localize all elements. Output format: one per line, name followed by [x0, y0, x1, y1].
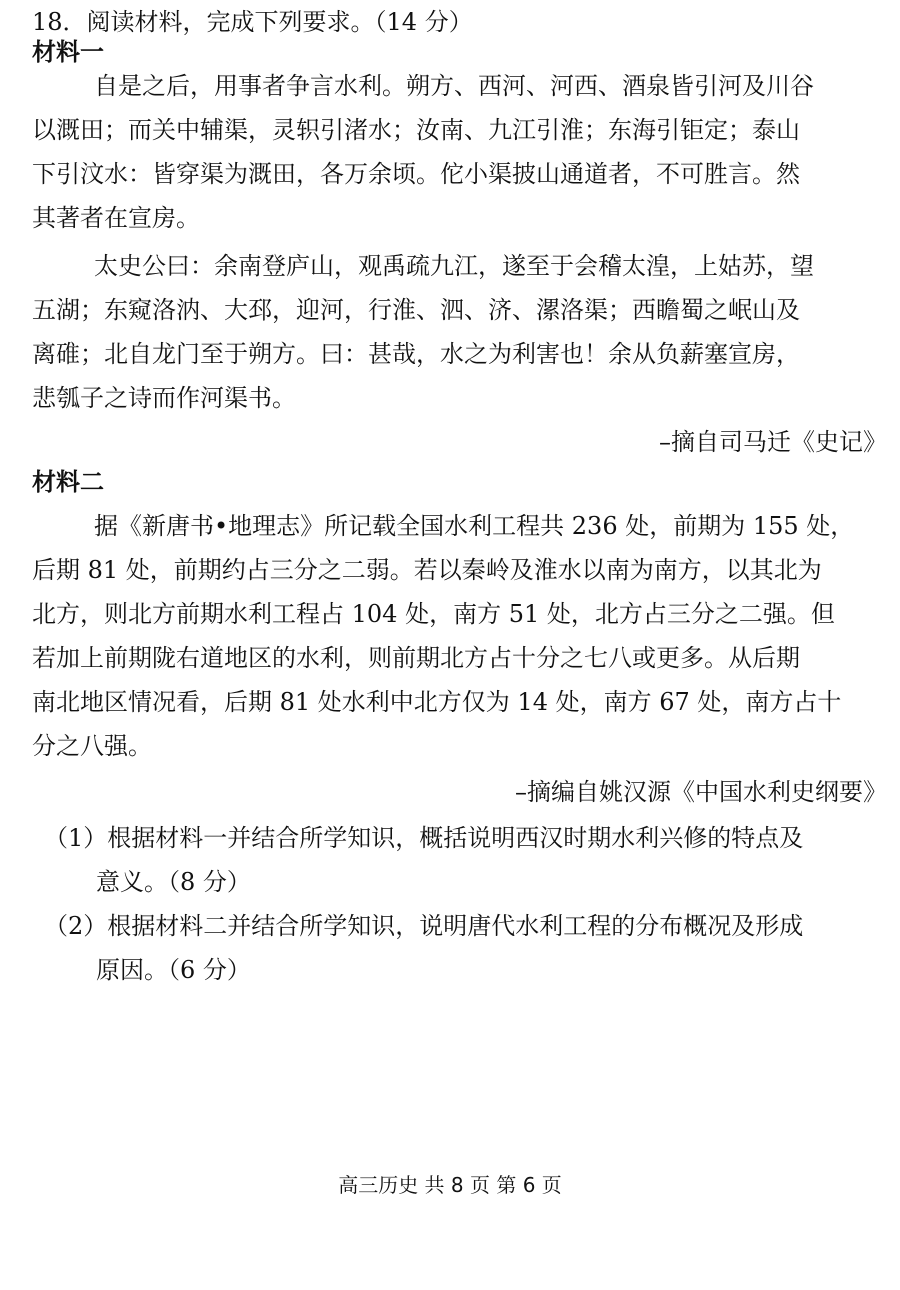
material1-source: –摘自司马迁《史记》: [659, 428, 887, 456]
subquestion-line: 意义。（8 分）: [96, 868, 251, 896]
text-line: 下引汶水：皆穿渠为溉田，各万余顷。佗小渠披山通道者，不可胜言。然: [32, 160, 800, 188]
material2-source: –摘编自姚汉源《中国水利史纲要》: [515, 778, 887, 806]
text-line: 以溉田；而关中辅渠，灵轵引渚水；汝南、九江引淮；东海引钜定；泰山: [32, 116, 800, 144]
text-line: 若加上前期陇右道地区的水利，则前期北方占十分之七八或更多。从后期: [32, 644, 800, 672]
question-header: 18．阅读材料，完成下列要求。（14 分）: [32, 8, 473, 36]
text-line: 后期 81 处，前期约占三分之二弱。若以秦岭及淮水以南为南方，以其北为: [32, 556, 822, 584]
text-line: 其著者在宣房。: [32, 204, 200, 232]
material1-title: 材料一: [32, 37, 104, 66]
text-line: 北方，则北方前期水利工程占 104 处，南方 51 处，北方占三分之二强。但: [32, 600, 835, 628]
page-footer: 高三历史 共 8 页 第 6 页: [338, 1173, 562, 1197]
subquestion-line: （2）根据材料二并结合所学知识，说明唐代水利工程的分布概况及形成: [44, 912, 804, 940]
text-line: 离碓；北自龙门至于朔方。曰：甚哉，水之为利害也！余从负薪塞宣房，: [32, 340, 800, 368]
text-line: 五湖；东窥洛汭、大邳，迎河，行淮、泗、济、漯洛渠；西瞻蜀之岷山及: [32, 296, 800, 324]
text-line: 南北地区情况看，后期 81 处水利中北方仅为 14 处，南方 67 处，南方占十: [32, 688, 842, 716]
text-line: 据《新唐书•地理志》所记载全国水利工程共 236 处，前期为 155 处，: [94, 512, 855, 540]
text-line: 太史公曰：余南登庐山，观禹疏九江，遂至于会稽太湟，上姑苏，望: [94, 252, 814, 280]
subquestion-line: 原因。（6 分）: [96, 956, 251, 984]
text-line: 悲瓠子之诗而作河渠书。: [32, 384, 296, 412]
subquestion-line: （1）根据材料一并结合所学知识，概括说明西汉时期水利兴修的特点及: [44, 824, 804, 852]
text-line: 自是之后，用事者争言水利。朔方、西河、河西、酒泉皆引河及川谷: [94, 72, 814, 100]
text-line: 分之八强。: [32, 732, 152, 760]
material2-title: 材料二: [32, 467, 104, 496]
